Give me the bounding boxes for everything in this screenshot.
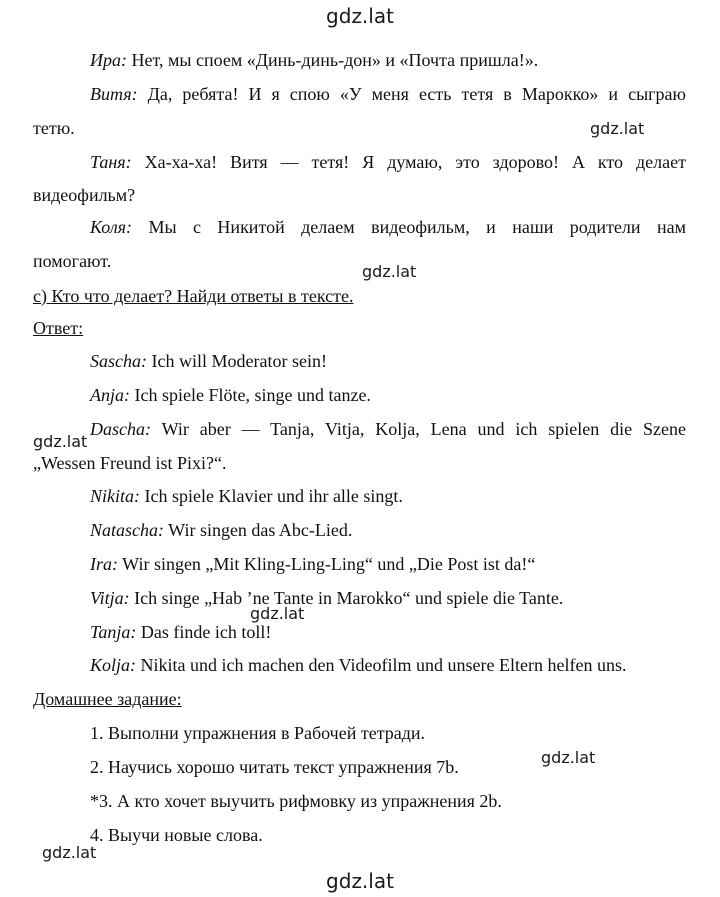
dialogue-text: Нет, мы споем «Динь-динь-дон» и «Почта пришла!». <box>127 50 539 70</box>
speaker-name: Dascha: <box>90 419 151 439</box>
answer-line <box>90 519 352 541</box>
dialogue-text: Ха-ха-ха! Витя — тетя! Я думаю, это здорово! А кто делает <box>131 152 686 172</box>
speaker-name: Sascha: <box>90 351 147 371</box>
speaker-name: Anja: <box>90 385 130 405</box>
dialogue-line <box>90 151 686 173</box>
answer-text: Ich singe „Hab ’ne Tante in Marokko“ und spiele die Tante. <box>129 588 564 608</box>
homework-label: Домашнее задание: <box>33 689 182 709</box>
speaker-name: Витя: <box>90 84 138 104</box>
answer-text: Ich will Moderator sein! <box>147 351 327 371</box>
answer-text: Wir aber — Tanja, Vitja, Kolja, Lena und ich spielen die Szene <box>151 419 686 439</box>
speaker-name: Vitja: <box>90 588 130 608</box>
speaker-name: Tanja: <box>90 622 137 642</box>
homework-item: *3. А кто хочет выучить рифмовку из упражнения 2b. <box>90 791 502 811</box>
speaker-name: Таня: <box>90 152 132 172</box>
answer-text: Ich spiele Flöte, singe und tanze. <box>130 385 371 405</box>
answer-text: Wir singen das Abc-Lied. <box>164 520 353 540</box>
answer-line <box>90 621 271 643</box>
dialogue-line <box>90 83 686 105</box>
watermark: gdz.lat <box>42 843 97 862</box>
speaker-name: Ира: <box>90 50 127 70</box>
watermark: gdz.lat <box>33 432 88 451</box>
dialogue-line <box>90 216 686 238</box>
answer-text: Ich spiele Klavier und ihr alle singt. <box>140 486 403 506</box>
answer-line <box>90 587 563 609</box>
answer-text: Nikita und ich machen den Videofilm und unsere Eltern helfen uns. <box>136 655 627 675</box>
homework-item: 1. Выполни упражнения в Рабочей тетради. <box>90 723 426 743</box>
answer-text: Das finde ich toll! <box>136 622 272 642</box>
homework-item: 4. Выучи новые слова. <box>90 825 263 845</box>
dialogue-continuation: тетю. <box>33 118 75 138</box>
speaker-name: Kolja: <box>90 655 137 675</box>
speaker-name: Ira: <box>90 554 118 574</box>
answer-line <box>90 384 371 406</box>
answer-line <box>90 418 686 440</box>
answer-line <box>90 350 327 372</box>
dialogue-text: Мы с Никитой делаем видеофильм, и наши родители нам <box>132 217 686 237</box>
watermark: gdz.lat <box>362 262 417 281</box>
answer-line <box>90 553 535 575</box>
dialogue-text: Да, ребята! И я спою «У меня есть тетя в Марокко» и сыграю <box>137 84 686 104</box>
answer-label: Ответ: <box>33 318 84 338</box>
dialogue-continuation: видеофильм? <box>33 185 136 205</box>
answer-continuation: „Wessen Freund ist Pixi?“. <box>33 453 227 473</box>
homework-item: 2. Научись хорошо читать текст упражнения 7b. <box>90 757 459 777</box>
watermark: gdz.lat <box>541 748 596 767</box>
speaker-name: Nikita: <box>90 486 140 506</box>
answer-line <box>90 654 626 676</box>
speaker-name: Natascha: <box>90 520 164 540</box>
watermark-bottom: gdz.lat <box>326 869 394 893</box>
answer-text: Wir singen „Mit Kling-Ling-Ling“ und „Die Post ist da!“ <box>118 554 536 574</box>
task-heading: с) Кто что делает? Найди ответы в тексте. <box>33 286 354 306</box>
speaker-name: Коля: <box>90 217 133 237</box>
watermark: gdz.lat <box>590 119 645 138</box>
answer-line <box>90 485 403 507</box>
dialogue-continuation: помогают. <box>33 251 112 271</box>
dialogue-line <box>90 49 538 71</box>
watermark-top: gdz.lat <box>326 4 394 28</box>
watermark: gdz.lat <box>250 604 305 623</box>
